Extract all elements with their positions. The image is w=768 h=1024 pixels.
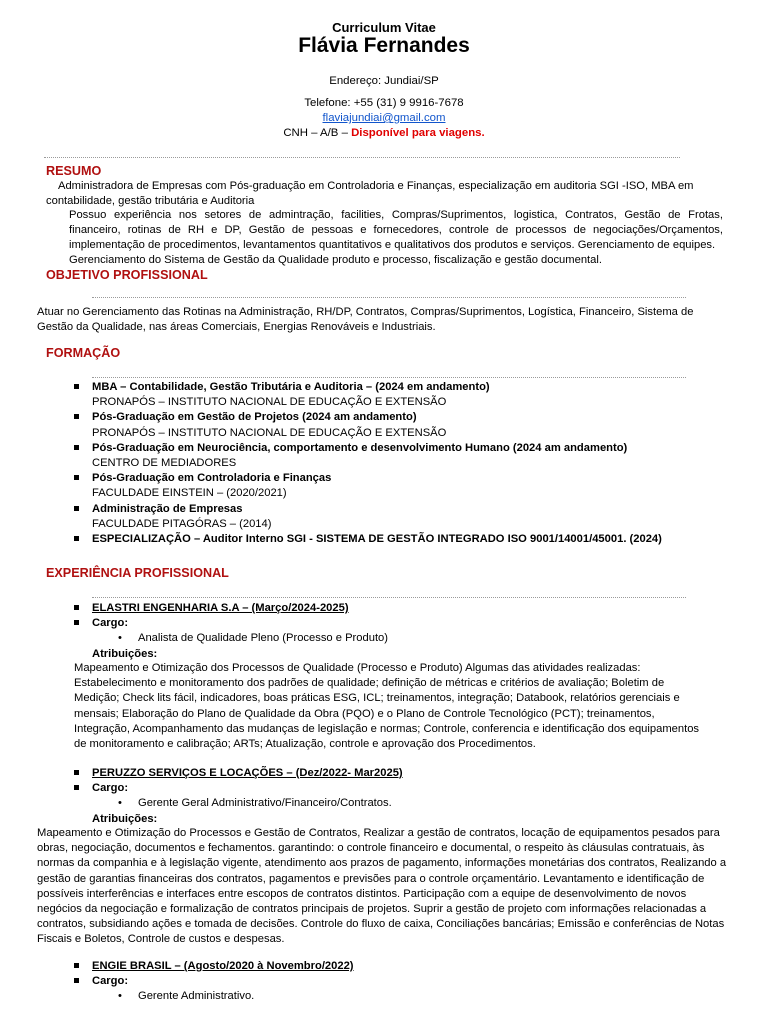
job-entry (74, 766, 714, 827)
resumo-line-1: Administradora de Empresas com Pós-graduação em Controladoria e Finanças, especialização em auditoria SGI -ISO, MBA em (58, 180, 694, 192)
formacao-item (74, 380, 734, 410)
candidate-name: Flávia Fernandes (298, 34, 470, 57)
job-role: Gerente Administrativo. (138, 990, 255, 1003)
cargo-label: Cargo: (92, 782, 129, 795)
formacao-item (74, 441, 734, 471)
resumo-line-2: contabilidade, gestão tributária e Auditoria (46, 195, 255, 208)
bullet-square-icon (74, 506, 79, 511)
bullet-square-icon (74, 963, 79, 968)
job-company: ENGIE BRASIL – (Agosto/2020 à Novembro/2022) (92, 960, 354, 972)
job-role-row (74, 631, 714, 646)
objetivo-text: Atuar no Gerenciamento das Rotinas na Administração, RH/DP, Contratos, Compras/Suprimentos, Logística, Financeiro, Sistema de Gestão da Qualidade, nas áreas Comerciais, Energias Renováveis e Industriais. (37, 306, 694, 334)
bullet-square-icon (74, 770, 79, 775)
bullet-square-icon (74, 384, 79, 389)
job-role-row (74, 989, 714, 1004)
bullet-square-icon (74, 620, 79, 625)
formacao-list (74, 380, 734, 547)
job-cargo-row (74, 781, 714, 796)
bullet-square-icon (74, 605, 79, 610)
job-company-row (74, 959, 714, 974)
job-entry (74, 959, 714, 1005)
phone: Telefone: +55 (31) 9 9916-7678 (304, 97, 464, 109)
job-role-row (74, 796, 714, 811)
section-objetivo-heading: OBJETIVO PROFISSIONAL (46, 268, 208, 282)
bullet-square-icon (74, 414, 79, 419)
job-company: ELASTRI ENGENHARIA S.A – (Março/2024-2025) (92, 602, 349, 614)
formacao-title: MBA – Contabilidade, Gestão Tributária e Auditoria – (2024 em andamento) (92, 381, 490, 393)
resumo-paragraph-2: Possuo experiência nos setores de admintração, facilities, Compras/Suprimentos, logistica, Contratos, Gestão de Frotas, financeiro, rotinas de RH e DP, Gestão de pessoas e fornecedores, controle de processos de negociações/Orçamentos, implementação de procedimentos, levantamentos quantitativos e qualitativos dos produtos e serviços. Gerenciamento de equipes. (69, 209, 723, 252)
cargo-label: Cargo: (92, 975, 129, 988)
formacao-title: Pós-Graduação em Neurociência, comportamento e desenvolvimento Humano (2024 am andamento) (92, 441, 628, 454)
bullet-square-icon (74, 536, 79, 541)
formacao-institution: PRONAPÓS – INSTITUTO NACIONAL DE EDUCAÇÃO E EXTENSÃO (92, 396, 447, 409)
formacao-item (74, 410, 734, 440)
formacao-item (74, 471, 734, 501)
section-resumo-heading: RESUMO (46, 164, 102, 178)
job-cargo-row (74, 974, 714, 989)
formacao-title: Pós-Graduação em Controladoria e Finanças (92, 472, 332, 485)
atribuicoes-label: Atribuições: (92, 812, 158, 825)
document-title: Curriculum Vitae (332, 20, 436, 35)
formacao-title: Pós-Graduação em Gestão de Projetos (2024 am andamento) (92, 411, 417, 424)
job-company: PERUZZO SERVIÇOS E LOCAÇÕES – (Dez/2022- Mar2025) (92, 767, 403, 779)
job-duties: Mapeamento e Otimização dos Processos de Qualidade (Processo e Produto) Algumas das atividades realizadas: Estabelecimento e monitoramento dos padrões de qualidade; definição de métricas e critérios de avaliação; Boletim de Medição; Check lits fácil, indicadores, boas práticas ESG, ICL; treinamentos, integração; Databook, relatórios gerenciais e mensais; Elaboração do Plano de Qualidade da Obra (PQO) e o Plano de Controle Tecnológico (PCT); treinamentos, Integração, Acompanhamento das mudanças de legislação e normas; Controle, conferencia e identificação dos equipamentos de monitoramento e calibração; ARTs; Atualização, controle e aprovação dos Procedimentos. (74, 662, 700, 751)
job-role: Analista de Qualidade Pleno (Processo e Produto) (138, 632, 389, 645)
bullet-square-icon (74, 475, 79, 480)
bullet-dot-icon: • (118, 632, 122, 645)
section-formacao-heading: FORMAÇÃO (46, 346, 121, 360)
job-company-row (74, 766, 714, 781)
job-cargo-row (74, 616, 714, 631)
formacao-institution: FACULDADE PITAGÓRAS – (2014) (92, 517, 272, 530)
license: CNH – A/B – (283, 127, 348, 139)
formacao-institution: FACULDADE EINSTEIN – (2020/2021) (92, 487, 287, 500)
address: Endereço: Jundiai/SP (329, 75, 439, 87)
divider (92, 297, 686, 298)
job-entry (74, 601, 714, 662)
job-company-row (74, 601, 714, 616)
divider (92, 597, 686, 598)
bullet-dot-icon: • (118, 990, 122, 1003)
bullet-square-icon (74, 785, 79, 790)
bullet-square-icon (74, 445, 79, 450)
formacao-title: ESPECIALIZAÇÃO – Auditor Interno SGI - SISTEMA DE GESTÃO INTEGRADO ISO 9001/14001/45001. (2024) (92, 533, 662, 546)
availability: Disponível para viagens. (351, 127, 485, 139)
email-row (0, 111, 768, 126)
divider (92, 377, 686, 378)
bullet-square-icon (74, 978, 79, 983)
atribuicoes-label: Atribuições: (92, 647, 158, 660)
divider (44, 157, 680, 158)
cargo-label: Cargo: (92, 617, 129, 630)
email-link[interactable]: flaviajundiai@gmail.com (322, 112, 446, 124)
resumo-paragraph-3: Gerenciamento do Sistema de Gestão da Qualidade produto e processo, fiscalização e gestão documental. (69, 254, 602, 266)
resumo-text (46, 179, 736, 209)
bullet-dot-icon: • (118, 797, 122, 810)
job-duties: Mapeamento e Otimização do Processos e Gestão de Contratos, Realizar a gestão de contratos, locação de equipamentos pesados para obras, negociação, documentos e fechamentos. garantindo: o controle financeiro e documental, o respeito às cláusulas contratuais, às normas da companhia e à legislação vigente, atendimento aos prazos de pagamento, informações monetárias dos contratos, Realizando a gestão de garantias financeiras dos contratos, pagamentos e previsões para o controle orçamentário. Levantamento e identificação de possíveis interferências e interfaces entre escopos de contratos distintos. Participação com a equipe de desenvolvimento de novos negócios da negociação e formalização de contratos principais de projetos. Suprir a gestão de projeto com informações relacionadas a contratos, subsidiando ações e tomada de decisões. Controle do fluxo de caixa, Conciliações bancárias; Emissão e conferências de Notas Fiscais e Boletos, Controle de custos e despesas. (37, 827, 727, 946)
formacao-title: Administração de Empresas (92, 502, 243, 515)
job-role: Gerente Geral Administrativo/Financeiro/Contratos. (138, 797, 392, 810)
license-row (0, 126, 768, 141)
formacao-item (74, 532, 734, 547)
formacao-institution: CENTRO DE MEDIADORES (92, 457, 237, 470)
formacao-item (74, 502, 734, 532)
formacao-institution: PRONAPÓS – INSTITUTO NACIONAL DE EDUCAÇÃO E EXTENSÃO (92, 426, 447, 439)
section-experiencia-heading: EXPERIÊNCIA PROFISSIONAL (46, 566, 229, 580)
